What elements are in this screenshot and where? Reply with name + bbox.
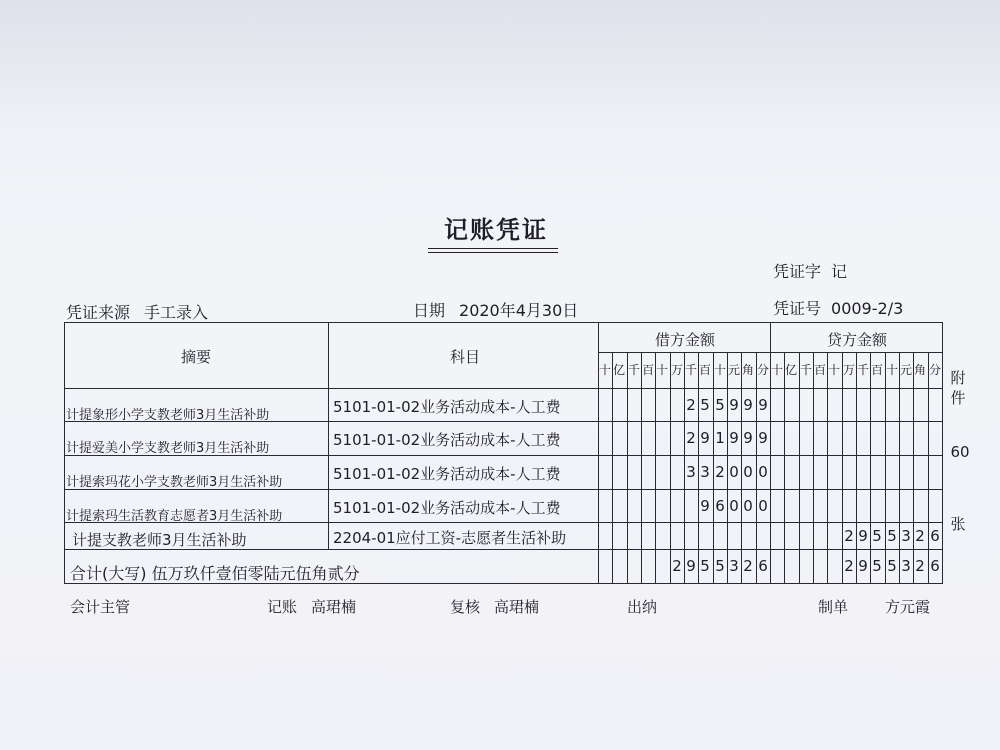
debit-column-header: 借方金额 bbox=[654, 331, 715, 349]
voucher-date bbox=[413, 298, 578, 321]
credit-digit-label: 亿 bbox=[784, 363, 797, 377]
reviewer-name: 高珺楠 bbox=[494, 598, 540, 616]
row-debit-digit: 5 bbox=[715, 396, 725, 414]
row-debit-digit: 5 bbox=[700, 396, 710, 414]
row-credit-digit: 5 bbox=[872, 527, 882, 545]
table-left-border bbox=[64, 322, 65, 584]
total-debit-digit: 3 bbox=[729, 557, 739, 575]
bookkeeper-name: 高珺楠 bbox=[311, 598, 357, 616]
row-credit-digit: 9 bbox=[858, 527, 868, 545]
total-debit-digit: 2 bbox=[672, 557, 682, 575]
total-credit-digit: 6 bbox=[930, 557, 940, 575]
debit-digit-label: 分 bbox=[756, 363, 769, 377]
row-debit-digit: 9 bbox=[758, 396, 768, 414]
digit-column-line bbox=[842, 353, 843, 584]
credit-digit-label: 万 bbox=[842, 363, 855, 377]
digit-column-line bbox=[885, 353, 886, 584]
row-account: 5101-01-02业务活动成本-人工费 bbox=[333, 431, 561, 449]
total-debit-digit: 5 bbox=[715, 557, 725, 575]
debit-digit-label: 百 bbox=[698, 363, 711, 377]
row-debit-digit: 9 bbox=[758, 429, 768, 447]
total-debit-digit: 6 bbox=[758, 557, 768, 575]
title-underline-second bbox=[428, 252, 558, 253]
row-account: 2204-01应付工资-志愿者生活补助 bbox=[333, 529, 567, 547]
total-debit-digit: 2 bbox=[743, 557, 753, 575]
voucher-type-label: 凭证字 bbox=[773, 262, 822, 281]
row-summary: 计提象形小学支教老师3月生活补助 bbox=[66, 408, 270, 423]
preparer-name: 方元霞 bbox=[885, 598, 931, 616]
credit-digit-label: 十 bbox=[885, 363, 898, 377]
digit-column-line bbox=[813, 353, 814, 584]
row-debit-digit: 9 bbox=[729, 429, 739, 447]
credit-digit-label: 十 bbox=[770, 363, 783, 377]
voucher-no-value: 0009-2/3 bbox=[831, 299, 904, 318]
digit-column-line bbox=[641, 353, 642, 584]
digit-column-line bbox=[827, 353, 828, 584]
row-credit-digit: 2 bbox=[844, 527, 854, 545]
credit-digit-label: 百 bbox=[870, 363, 883, 377]
row-account: 5101-01-02业务活动成本-人工费 bbox=[333, 465, 561, 483]
debit-digit-label: 元 bbox=[727, 363, 740, 377]
row-debit-digit: 0 bbox=[758, 497, 768, 515]
debit-digit-label: 十 bbox=[655, 363, 668, 377]
table-right-border bbox=[942, 322, 943, 584]
debit-digit-label: 千 bbox=[627, 363, 640, 377]
row-debit-digit: 0 bbox=[729, 497, 739, 515]
voucher-type bbox=[773, 259, 847, 282]
voucher-title: 记账凭证 bbox=[444, 216, 548, 244]
total-credit-digit: 9 bbox=[858, 557, 868, 575]
source-label: 凭证来源 bbox=[66, 303, 131, 322]
digit-column-line bbox=[670, 353, 671, 584]
bookkeeper-label: 记账 bbox=[267, 598, 298, 616]
row-debit-digit: 0 bbox=[729, 463, 739, 481]
bookkeeper bbox=[267, 596, 356, 617]
total-credit-digit: 2 bbox=[915, 557, 925, 575]
header-bottom-border bbox=[64, 388, 942, 389]
row-debit-digit: 6 bbox=[715, 497, 725, 515]
total-debit-digit: 5 bbox=[700, 557, 710, 575]
row-debit-digit: 9 bbox=[743, 396, 753, 414]
attachment-zhang: 张 bbox=[950, 515, 966, 533]
row-summary: 计提索玛生活教育志愿者3月生活补助 bbox=[66, 509, 283, 524]
total-credit-digit: 5 bbox=[872, 557, 882, 575]
digit-column-line bbox=[899, 353, 900, 584]
row-debit-digit: 9 bbox=[700, 429, 710, 447]
credit-digit-label: 千 bbox=[856, 363, 869, 377]
row-debit-digit: 1 bbox=[715, 429, 725, 447]
row-debit-digit: 0 bbox=[743, 497, 753, 515]
debit-digit-label: 十 bbox=[598, 363, 611, 377]
debit-digit-label: 百 bbox=[641, 363, 654, 377]
digit-column-line bbox=[784, 353, 785, 584]
total-label: 合计(大写) 伍万玖仟壹佰零陆元伍角贰分 bbox=[70, 564, 360, 583]
digit-column-line bbox=[913, 353, 914, 584]
total-credit-digit: 2 bbox=[844, 557, 854, 575]
digit-column-line bbox=[612, 353, 613, 584]
debit-digit-label: 千 bbox=[684, 363, 697, 377]
digit-column-line bbox=[799, 353, 800, 584]
source-value: 手工录入 bbox=[144, 303, 209, 322]
digit-column-line bbox=[655, 353, 656, 584]
digit-column-line bbox=[627, 353, 628, 584]
attachment-jian: 件 bbox=[950, 389, 966, 407]
attachment-fu: 附 bbox=[950, 369, 966, 387]
account-column-header: 科目 bbox=[449, 348, 480, 366]
digit-column-line bbox=[856, 353, 857, 584]
reviewer-label: 复核 bbox=[450, 598, 481, 616]
row-debit-digit: 9 bbox=[743, 429, 753, 447]
debit-digit-label: 十 bbox=[713, 363, 726, 377]
row-credit-digit: 2 bbox=[915, 527, 925, 545]
digit-column-line bbox=[870, 353, 871, 584]
row-debit-digit: 2 bbox=[686, 429, 696, 447]
date-value: 2020年4月30日 bbox=[459, 301, 579, 320]
attachment-count: 60 bbox=[950, 443, 970, 461]
row-debit-digit: 3 bbox=[700, 463, 710, 481]
preparer-label: 制单 bbox=[818, 598, 849, 616]
row-summary: 计提爱美小学支教老师3月生活补助 bbox=[66, 441, 270, 456]
row-debit-digit: 9 bbox=[700, 497, 710, 515]
reviewer bbox=[450, 596, 539, 617]
credit-digit-label: 分 bbox=[928, 363, 941, 377]
row-debit-digit: 9 bbox=[729, 396, 739, 414]
date-label: 日期 bbox=[413, 301, 446, 320]
title-underline bbox=[428, 248, 558, 249]
row-summary: 计提支教老师3月生活补助 bbox=[72, 531, 247, 549]
row-debit-digit: 2 bbox=[686, 396, 696, 414]
debit-digit-label: 亿 bbox=[612, 363, 625, 377]
voucher-no-label: 凭证号 bbox=[773, 299, 822, 318]
cashier-label: 出纳 bbox=[627, 598, 658, 616]
row-debit-digit: 0 bbox=[743, 463, 753, 481]
total-debit-digit: 9 bbox=[686, 557, 696, 575]
voucher-source bbox=[66, 300, 208, 323]
digit-column-line bbox=[928, 353, 929, 584]
row-debit-digit: 2 bbox=[715, 463, 725, 481]
credit-digit-label: 十 bbox=[827, 363, 840, 377]
row-debit-digit: 0 bbox=[758, 463, 768, 481]
table-top-border bbox=[64, 322, 942, 323]
row-credit-digit: 3 bbox=[901, 527, 911, 545]
total-credit-digit: 5 bbox=[887, 557, 897, 575]
credit-digit-label: 元 bbox=[899, 363, 912, 377]
row-debit-digit: 3 bbox=[686, 463, 696, 481]
summary-account-divider bbox=[328, 322, 329, 550]
credit-column-header: 贷方金额 bbox=[826, 331, 887, 349]
row-summary: 计提索玛花小学支教老师3月生活补助 bbox=[66, 475, 283, 490]
credit-digit-label: 千 bbox=[799, 363, 812, 377]
row-account: 5101-01-02业务活动成本-人工费 bbox=[333, 398, 561, 416]
row-credit-digit: 5 bbox=[887, 527, 897, 545]
credit-digit-label: 百 bbox=[813, 363, 826, 377]
credit-digit-label: 角 bbox=[913, 363, 926, 377]
voucher-type-value: 记 bbox=[831, 262, 848, 281]
total-credit-digit: 3 bbox=[901, 557, 911, 575]
debit-digit-label: 角 bbox=[741, 363, 754, 377]
voucher-number bbox=[773, 296, 903, 319]
scan-shadow bbox=[0, 0, 1000, 140]
row-account: 5101-01-02业务活动成本-人工费 bbox=[333, 499, 561, 517]
summary-column-header: 摘要 bbox=[180, 348, 211, 366]
debit-digit-label: 万 bbox=[670, 363, 683, 377]
row-credit-digit: 6 bbox=[930, 527, 940, 545]
accountant-label: 会计主管 bbox=[70, 598, 131, 616]
